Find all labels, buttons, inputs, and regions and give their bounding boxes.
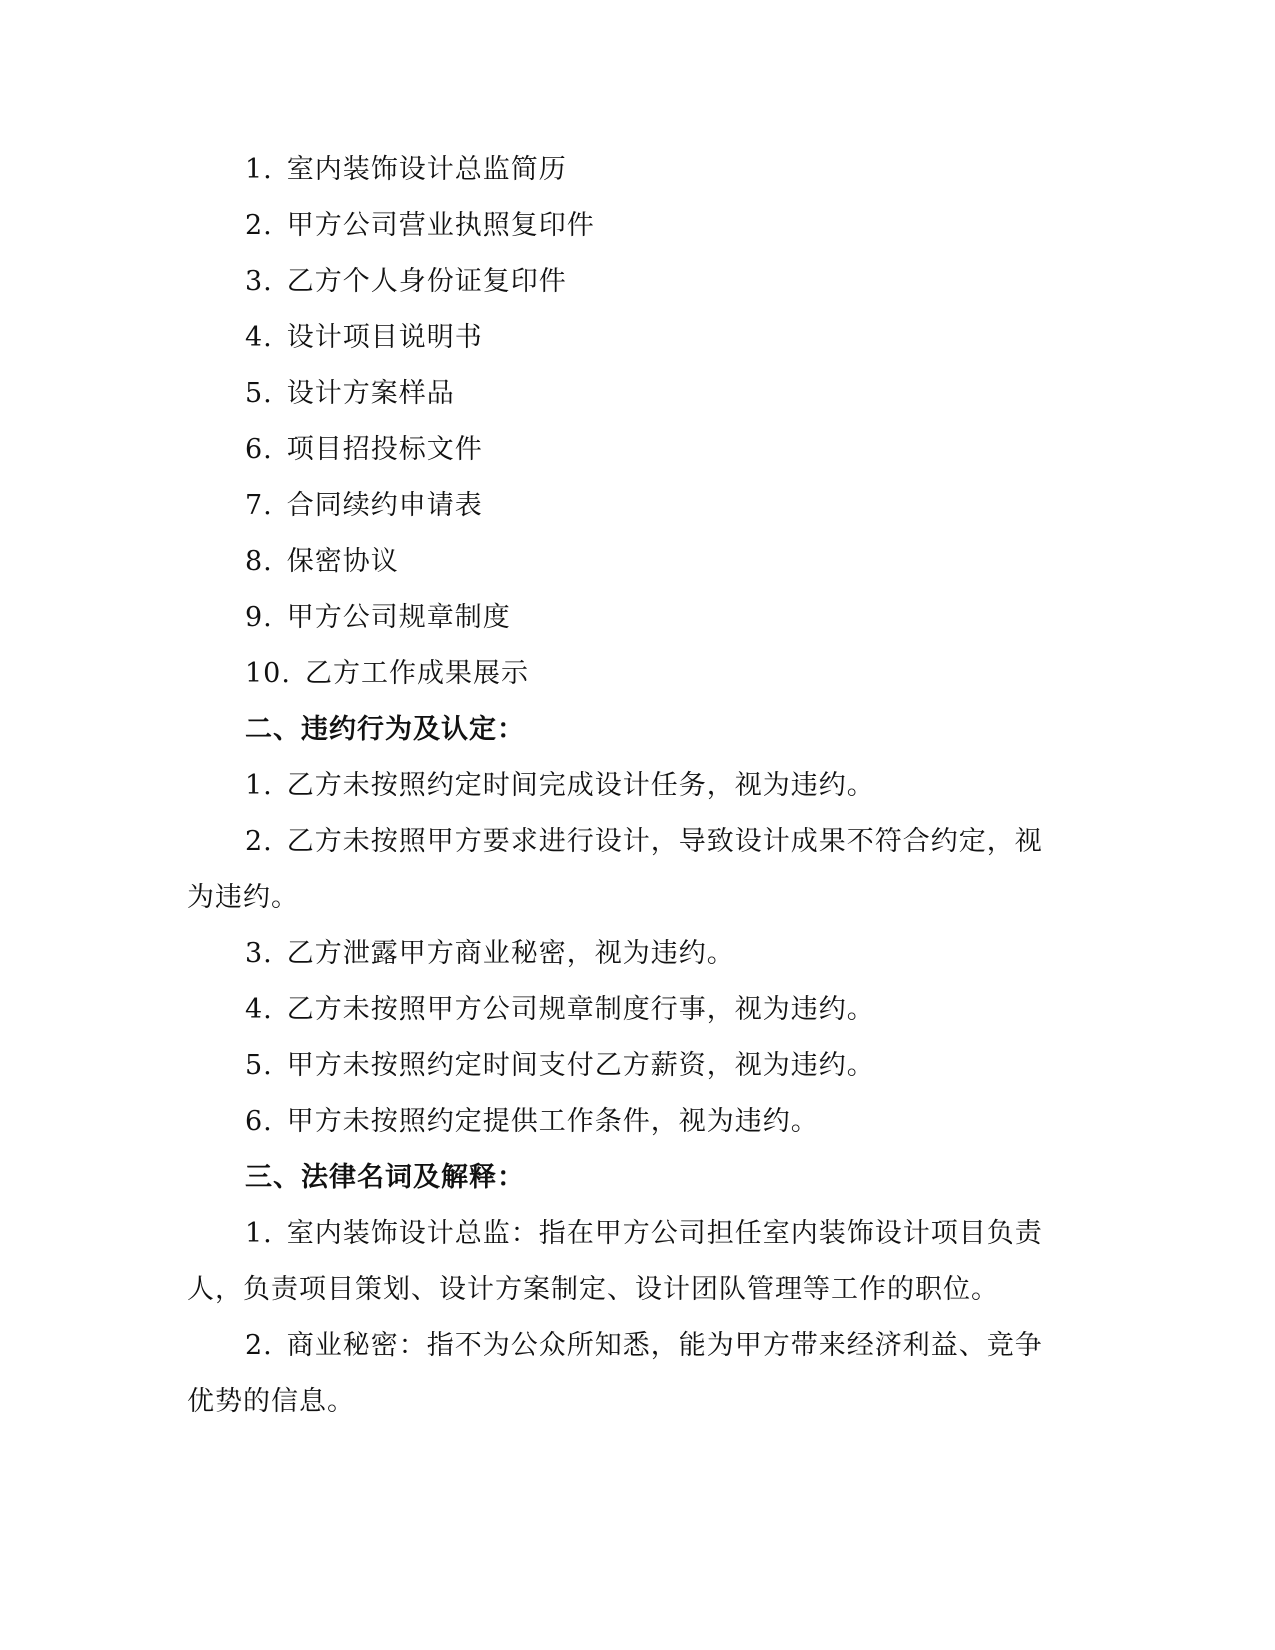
term-item-continuation: 优势的信息。 bbox=[187, 1386, 355, 1417]
breach-item bbox=[187, 1094, 1077, 1150]
item-number: 5. bbox=[245, 378, 273, 409]
item-text: 乙方未按照约定时间完成设计任务，视为违约。 bbox=[286, 770, 875, 801]
item-text: 甲方公司营业执照复印件 bbox=[286, 210, 595, 241]
section-heading-breach: 二、违约行为及认定： bbox=[245, 714, 525, 745]
item-number: 3. bbox=[245, 266, 273, 297]
attachment-item bbox=[187, 534, 1077, 590]
attachment-item bbox=[187, 254, 1077, 310]
item-text: 设计项目说明书 bbox=[286, 322, 483, 353]
item-text: 乙方泄露甲方商业秘密，视为违约。 bbox=[286, 938, 735, 969]
item-number: 6. bbox=[245, 1106, 273, 1137]
item-text: 乙方未按照甲方公司规章制度行事，视为违约。 bbox=[286, 994, 875, 1025]
item-text: 合同续约申请表 bbox=[286, 490, 483, 521]
item-number: 1. bbox=[245, 770, 273, 801]
attachment-item bbox=[187, 198, 1077, 254]
item-text: 甲方公司规章制度 bbox=[286, 602, 511, 633]
attachment-item bbox=[187, 478, 1077, 534]
term-item bbox=[187, 1206, 1077, 1262]
item-text: 设计方案样品 bbox=[286, 378, 455, 409]
attachment-item bbox=[187, 142, 1077, 198]
item-number: 10. bbox=[245, 658, 291, 689]
item-text: 乙方个人身份证复印件 bbox=[286, 266, 567, 297]
item-text: 室内装饰设计总监简历 bbox=[286, 154, 567, 185]
item-text: 甲方未按照约定时间支付乙方薪资，视为违约。 bbox=[286, 1050, 875, 1081]
item-number: 1. bbox=[245, 154, 273, 185]
item-text: 室内装饰设计总监：指在甲方公司担任室内装饰设计项目负责 bbox=[286, 1218, 1043, 1249]
breach-item bbox=[187, 758, 1077, 814]
item-number: 2. bbox=[245, 826, 273, 857]
item-text: 商业秘密：指不为公众所知悉，能为甲方带来经济利益、竞争 bbox=[286, 1330, 1043, 1361]
item-text: 乙方未按照甲方要求进行设计，导致设计成果不符合约定，视 bbox=[286, 826, 1043, 857]
item-text: 甲方未按照约定提供工作条件，视为违约。 bbox=[286, 1106, 819, 1137]
item-text: 项目招投标文件 bbox=[286, 434, 483, 465]
attachment-item bbox=[187, 366, 1077, 422]
item-number: 9. bbox=[245, 602, 273, 633]
item-text: 保密协议 bbox=[286, 546, 399, 577]
item-number: 3. bbox=[245, 938, 273, 969]
item-number: 4. bbox=[245, 994, 273, 1025]
item-number: 4. bbox=[245, 322, 273, 353]
breach-item bbox=[187, 814, 1077, 870]
item-number: 1. bbox=[245, 1218, 273, 1249]
breach-item-continuation: 为违约。 bbox=[187, 882, 299, 913]
item-number: 2. bbox=[245, 210, 273, 241]
item-number: 2. bbox=[245, 1330, 273, 1361]
attachment-item bbox=[187, 310, 1077, 366]
breach-item bbox=[187, 1038, 1077, 1094]
breach-item bbox=[187, 926, 1077, 982]
section-heading-legal-terms: 三、法律名词及解释： bbox=[245, 1162, 525, 1193]
attachment-item bbox=[187, 590, 1077, 646]
attachment-item bbox=[187, 422, 1077, 478]
document-body bbox=[187, 142, 1077, 1430]
item-text: 乙方工作成果展示 bbox=[304, 658, 529, 689]
attachment-item bbox=[187, 646, 1077, 702]
term-item bbox=[187, 1318, 1077, 1374]
item-number: 6. bbox=[245, 434, 273, 465]
item-number: 8. bbox=[245, 546, 273, 577]
term-item-continuation: 人，负责项目策划、设计方案制定、设计团队管理等工作的职位。 bbox=[187, 1274, 999, 1305]
item-number: 5. bbox=[245, 1050, 273, 1081]
breach-item bbox=[187, 982, 1077, 1038]
item-number: 7. bbox=[245, 490, 273, 521]
